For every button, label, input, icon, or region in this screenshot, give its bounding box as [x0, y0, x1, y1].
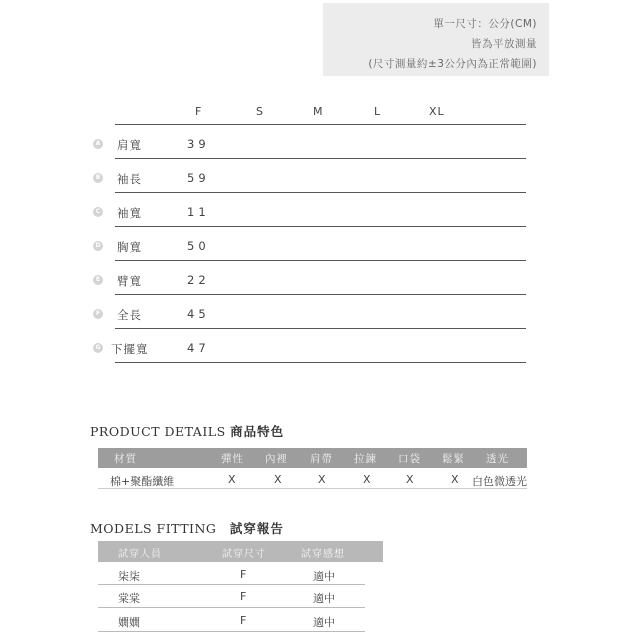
badge-icon-b: B: [93, 173, 103, 183]
size-header-s: S: [256, 105, 264, 118]
pd-value-lining: X: [274, 473, 282, 486]
size-row-divider: [115, 328, 526, 329]
mf-row-size: F: [240, 614, 247, 627]
size-header-f: F: [195, 105, 203, 118]
mf-row-feel: 適中: [313, 570, 335, 583]
badge-icon-f: F: [93, 309, 103, 319]
badge-icon-d: D: [93, 241, 103, 251]
size-row-divider: [115, 260, 526, 261]
product-details-title-zh: 商品特色: [230, 424, 285, 439]
unit-note-line-1: 單一尺寸：公分(CM): [433, 18, 537, 30]
pd-header-zipper: 拉鍊: [354, 453, 377, 465]
badge-icon-e: E: [93, 275, 103, 285]
pd-value-sheer: 白色微透光: [472, 475, 527, 488]
size-row-label: 胸寬: [117, 240, 142, 254]
size-row-value: 47: [187, 341, 210, 355]
size-row-value: 22: [187, 273, 210, 287]
size-row-label: 肩寬: [117, 138, 142, 152]
pd-value-material: 棉+聚酯纖維: [110, 475, 175, 488]
size-row-value: 11: [187, 205, 210, 219]
mf-row-size: F: [240, 568, 247, 581]
pd-value-elastic: X: [228, 473, 236, 486]
badge-icon-a: A: [93, 139, 103, 149]
models-fitting-title: [90, 519, 284, 537]
pd-value-waistband: X: [451, 473, 459, 486]
mf-header-person: 試穿人員: [118, 549, 162, 560]
product-details-title: [90, 422, 284, 440]
pd-header-material: 材質: [114, 453, 137, 465]
size-row-divider: [115, 158, 526, 159]
size-row-divider: [115, 294, 526, 295]
size-row-divider: [115, 226, 526, 227]
size-row-divider: [115, 192, 526, 193]
mf-header-size: 試穿尺寸: [222, 549, 266, 560]
pd-header-elastic: 彈性: [221, 453, 244, 465]
size-header-xl: XL: [429, 105, 445, 118]
size-row-value: 50: [187, 239, 210, 253]
pd-header-sheer: 透光: [486, 453, 509, 465]
mf-row-name: 棠棠: [118, 592, 140, 605]
pd-header-strap: 肩帶: [310, 453, 333, 465]
pd-header-pocket: 口袋: [398, 453, 421, 465]
product-details-title-en: PRODUCT DETAILS: [90, 424, 226, 439]
size-row-label: 臂寬: [117, 274, 142, 288]
pd-value-pocket: X: [406, 473, 414, 486]
size-row-value: 59: [187, 171, 210, 185]
mf-row-size: F: [240, 590, 247, 603]
models-fitting-title-zh: 試穿報告: [229, 521, 284, 536]
size-row-value: 45: [187, 307, 210, 321]
pd-header-lining: 內裡: [265, 453, 288, 465]
size-header-l: L: [374, 105, 382, 118]
size-row-label: 袖長: [117, 172, 142, 186]
mf-row-name: 柒柒: [118, 570, 140, 583]
unit-note-line-3: (尺寸測量約±3公分內為正常範圍): [368, 58, 537, 70]
size-header-divider: [115, 124, 526, 125]
size-header-m: M: [313, 105, 324, 118]
size-row-label: 袖寬: [117, 206, 142, 220]
product-details-divider: [98, 488, 527, 489]
mf-row-divider: [98, 607, 365, 608]
size-row-label: 全長: [117, 308, 142, 322]
mf-row-feel: 適中: [313, 592, 335, 605]
unit-note-line-2: 皆為平放測量: [471, 38, 537, 50]
size-row-value: 39: [187, 137, 210, 151]
badge-icon-c: C: [93, 207, 103, 217]
pd-value-zipper: X: [363, 473, 371, 486]
size-row-label: 下擺寬: [111, 342, 149, 356]
pd-header-waistband: 鬆緊: [442, 453, 465, 465]
badge-icon-g: G: [93, 343, 103, 353]
pd-value-strap: X: [318, 473, 326, 486]
mf-row-divider: [98, 584, 365, 585]
mf-row-feel: 適中: [313, 616, 335, 629]
mf-header-feel: 試穿感想: [301, 549, 345, 560]
mf-row-divider: [98, 631, 365, 632]
size-row-divider: [115, 362, 526, 363]
mf-row-name: 嫺嫺: [118, 616, 140, 629]
unit-note-box: [323, 3, 549, 76]
models-fitting-title-en: MODELS FITTING: [90, 521, 217, 536]
